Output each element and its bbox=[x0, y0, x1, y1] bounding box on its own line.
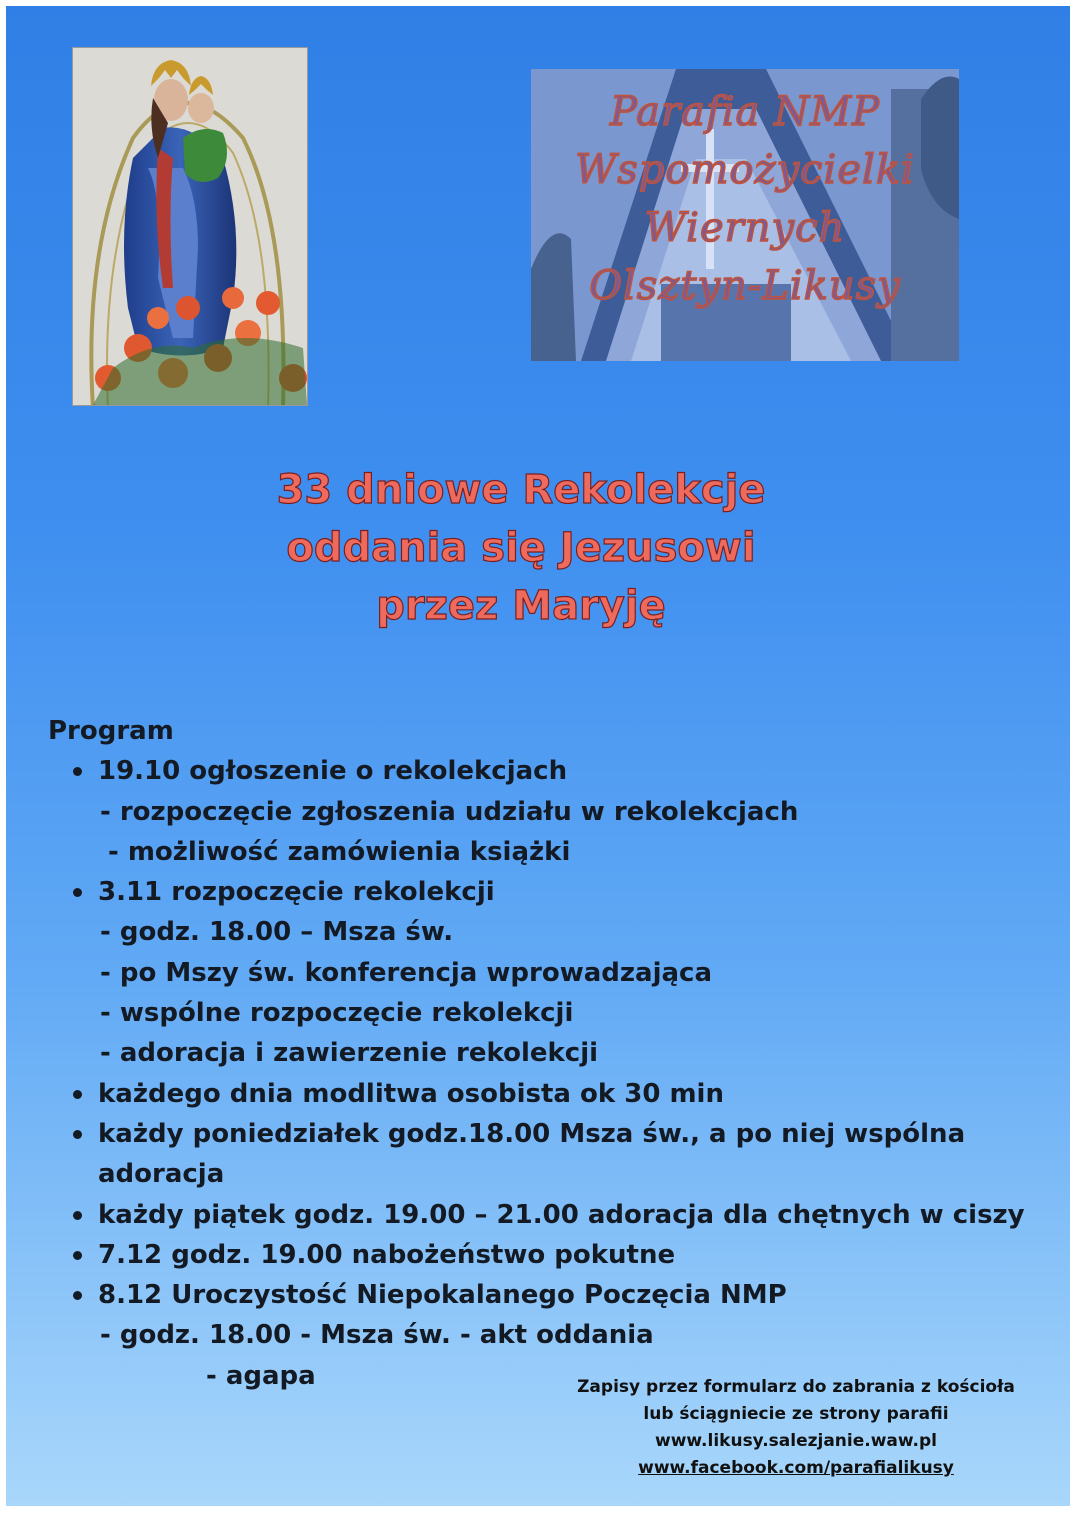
registration-info bbox=[561, 1374, 1031, 1482]
list-item-text: 19.10 ogłoszenie o rekolekcjach bbox=[98, 756, 568, 787]
facebook-link[interactable]: www.facebook.com/parafialikusy bbox=[638, 1458, 954, 1478]
poster bbox=[6, 6, 1070, 1506]
list-item-text: 8.12 Uroczystość Niepokalanego Poczęcia NMP bbox=[98, 1280, 787, 1311]
list-item-text: każdego dnia modlitwa osobista ok 30 min bbox=[98, 1078, 724, 1109]
website-link[interactable]: www.likusy.salezjanie.waw.pl bbox=[655, 1431, 937, 1451]
list-subitem: - wspólne rozpoczęcie rekolekcji bbox=[100, 998, 574, 1029]
list-item-text: 3.11 rozpoczęcie rekolekcji bbox=[98, 877, 495, 908]
list-item bbox=[48, 1114, 1058, 1154]
bullet-icon bbox=[73, 888, 82, 897]
parish-name bbox=[531, 83, 959, 315]
list-subitem: - adoracja i zawierzenie rekolekcji bbox=[100, 1038, 599, 1069]
list-subitem: - godz. 18.00 - Msza św. - akt oddania bbox=[100, 1320, 654, 1351]
bullet-icon bbox=[73, 1130, 82, 1139]
list-item-text: każdy piątek godz. 19.00 – 21.00 adoracja dla chętnych w ciszy bbox=[98, 1199, 1025, 1230]
registration-text: Zapisy przez formularz do zabrania z kościoła bbox=[577, 1377, 1015, 1397]
bullet-icon bbox=[73, 1291, 82, 1300]
title-line: oddania się Jezusowi bbox=[286, 525, 756, 571]
retreat-title bbox=[156, 461, 886, 635]
title-line: 33 dniowe Rekolekcje bbox=[276, 467, 766, 513]
list-item bbox=[48, 1195, 1058, 1235]
list-item bbox=[48, 1275, 1058, 1315]
madonna-statue-graphic bbox=[73, 48, 307, 405]
list-item-text: 7.12 godz. 19.00 nabożeństwo pokutne bbox=[98, 1239, 676, 1270]
bullet-icon bbox=[73, 767, 82, 776]
list-subitem: - możliwość zamówienia książki bbox=[108, 836, 571, 867]
list-subitem: - rozpoczęcie zgłoszenia udziału w rekolekcjach bbox=[100, 796, 799, 827]
church-image bbox=[531, 69, 959, 361]
parish-name-line: Olsztyn-Likusy bbox=[589, 263, 901, 309]
madonna-statue-image bbox=[72, 47, 308, 406]
bullet-icon bbox=[73, 1090, 82, 1099]
parish-name-line: Parafia NMP bbox=[610, 89, 880, 135]
program-list bbox=[48, 711, 1058, 1396]
program-heading: Program bbox=[48, 716, 174, 746]
registration-text: lub ściągniecie ze strony parafii bbox=[643, 1404, 949, 1424]
list-item-continuation: adoracja bbox=[98, 1159, 225, 1190]
list-item bbox=[48, 872, 1058, 912]
bullet-icon bbox=[73, 1251, 82, 1260]
parish-name-line: Wspomożycielki bbox=[575, 147, 915, 193]
list-subitem: - po Mszy św. konferencja wprowadzająca bbox=[100, 957, 712, 988]
title-line: przez Maryję bbox=[376, 583, 666, 629]
list-item bbox=[48, 751, 1058, 791]
list-item bbox=[48, 1235, 1058, 1275]
list-item bbox=[48, 1074, 1058, 1114]
list-subitem: - agapa bbox=[206, 1360, 316, 1391]
list-item-text: każdy poniedziałek godz.18.00 Msza św., a po niej wspólna bbox=[98, 1118, 966, 1149]
bullet-icon bbox=[73, 1211, 82, 1220]
parish-name-line: Wiernych bbox=[644, 205, 846, 251]
list-subitem: - godz. 18.00 – Msza św. bbox=[100, 917, 454, 948]
